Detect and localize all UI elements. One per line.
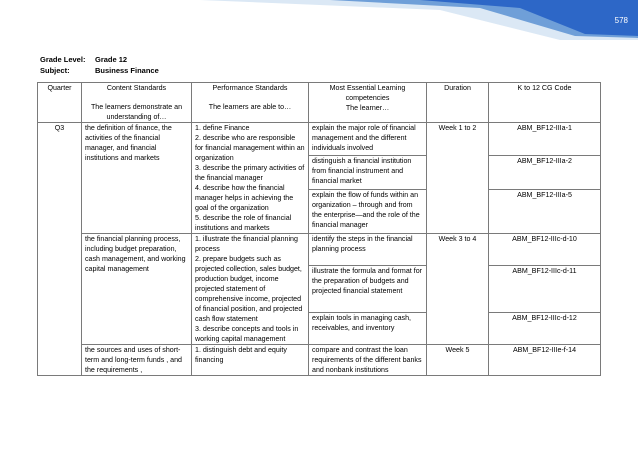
header-melc-sub: The learner… bbox=[345, 104, 390, 112]
duration-cell: Week 5 bbox=[427, 345, 489, 376]
performance-item: 4. describe how the financial manager helps in achieving the goal of the organization bbox=[195, 184, 294, 212]
header-performance-sub: The learners are able to… bbox=[208, 103, 292, 111]
cg-code-cell: ABM_BF12-IIIa-1 bbox=[489, 123, 601, 156]
table-row bbox=[38, 123, 601, 156]
performance-item: 2. describe who are responsible for financial management within an organization bbox=[195, 134, 305, 162]
content-standard-cell: the sources and uses of short-term and long-term funds , and the requirements , bbox=[82, 345, 192, 376]
competency-cell: explain the major role of financial management and the different individuals involved bbox=[309, 123, 427, 156]
cg-code-cell: ABM_BF12-IIIa-2 bbox=[489, 156, 601, 189]
performance-item: 1. distinguish debt and equity financing bbox=[195, 346, 287, 364]
header-performance-standards bbox=[192, 83, 309, 123]
competency-cell: explain the flow of funds within an organization – through and from the enterprise—and the role of the financial manager bbox=[309, 189, 427, 233]
page-number: 578 bbox=[614, 16, 628, 25]
header-quarter: Quarter bbox=[38, 83, 82, 123]
cg-code-cell: ABM_BF12-IIIc-d-11 bbox=[489, 265, 601, 312]
performance-standard-cell bbox=[192, 234, 309, 345]
cg-code-cell: ABM_BF12-IIIa-5 bbox=[489, 189, 601, 233]
table-row bbox=[38, 234, 601, 266]
header-content-sub: The learners demonstrate an understanding of… bbox=[90, 103, 183, 121]
curriculum-guide-table bbox=[37, 82, 601, 376]
competency-cell: distinguish a financial institution from financial instrument and financial market bbox=[309, 156, 427, 189]
header-banner bbox=[0, 0, 638, 40]
table-header-row bbox=[38, 83, 601, 123]
header-performance-label: Performance Standards bbox=[212, 84, 288, 92]
header-duration: Duration bbox=[427, 83, 489, 123]
document-meta bbox=[40, 54, 159, 76]
duration-cell: Week 1 to 2 bbox=[427, 123, 489, 234]
header-content-label: Content Standards bbox=[106, 84, 167, 92]
content-standard-cell: the financial planning process, including budget preparation, cash management, and working capital management bbox=[82, 234, 192, 345]
content-standard-cell: the definition of finance, the activities of the financial manager, and financial institutions and markets bbox=[82, 123, 192, 234]
cg-code-cell: ABM_BF12-IIIc-d-10 bbox=[489, 234, 601, 266]
performance-standard-cell bbox=[192, 123, 309, 234]
duration-cell: Week 3 to 4 bbox=[427, 234, 489, 345]
subject-value: Business Finance bbox=[95, 66, 159, 75]
header-cg-code: K to 12 CG Code bbox=[489, 83, 601, 123]
performance-item: 2. prepare budgets such as projected collection, sales budget, production budget, income projected statement of comprehensive income, projected of financial position, and projected cash flow statement bbox=[195, 255, 303, 323]
competency-cell: explain tools in managing cash, receivables, and inventory bbox=[309, 313, 427, 345]
grade-label: Grade Level: bbox=[40, 55, 86, 64]
table-row bbox=[38, 345, 601, 376]
header-content-standards bbox=[82, 83, 192, 123]
performance-item: 3. describe concepts and tools in working capital management bbox=[195, 325, 299, 343]
performance-item: 1. illustrate the financial planning process bbox=[195, 235, 298, 253]
quarter-cell: Q3 bbox=[38, 123, 82, 376]
cg-code-cell: ABM_BF12-IIIc-d-12 bbox=[489, 313, 601, 345]
header-melc bbox=[309, 83, 427, 123]
grade-value: Grade 12 bbox=[95, 55, 128, 64]
header-melc-label: Most Essential Learning competencies bbox=[329, 84, 406, 102]
performance-item: 3. describe the primary activities of the financial manager bbox=[195, 164, 305, 182]
competency-cell: compare and contrast the loan requirements of the different banks and nonbank institutions bbox=[309, 345, 427, 376]
cg-code-cell: ABM_BF12-IIIe-f-14 bbox=[489, 345, 601, 376]
subject-label: Subject: bbox=[40, 66, 70, 75]
performance-standard-cell bbox=[192, 345, 309, 376]
performance-item: 5. describe the role of financial institutions and markets bbox=[195, 214, 292, 232]
competency-cell: identify the steps in the financial planning process bbox=[309, 234, 427, 266]
performance-item: 1. define Finance bbox=[195, 124, 250, 132]
competency-cell: illustrate the formula and format for the preparation of budgets and projected financial statement bbox=[309, 265, 427, 312]
